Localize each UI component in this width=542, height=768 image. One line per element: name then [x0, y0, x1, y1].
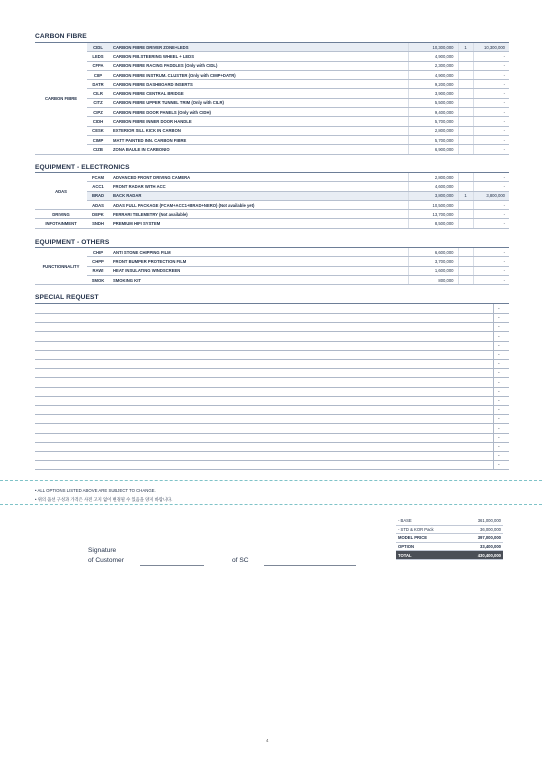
section-title-carbon-fibre: CARBON FIBRE: [35, 33, 87, 40]
option-description: SMOKING KIT: [109, 275, 408, 284]
special-request-line[interactable]: [35, 350, 509, 351]
option-price: 6,600,000: [408, 248, 458, 257]
option-total: -: [473, 98, 509, 107]
option-total: -: [473, 200, 509, 209]
option-price: 9,400,000: [408, 108, 458, 117]
option-code: CIPZ: [87, 108, 109, 117]
special-request-line[interactable]: [35, 377, 509, 378]
option-total: -: [473, 126, 509, 135]
option-quantity[interactable]: [458, 117, 473, 126]
option-description: CARBON FIBRE DASHBOARD INSERTS: [109, 80, 408, 89]
option-code: CITZ: [87, 98, 109, 107]
special-request-total: -: [498, 398, 500, 404]
option-quantity[interactable]: [458, 266, 473, 275]
summary-label: OPTION: [396, 542, 454, 551]
option-quantity[interactable]: [458, 248, 473, 257]
group-label: DRIVING: [35, 210, 87, 219]
option-quantity[interactable]: [458, 275, 473, 284]
special-request-total: -: [498, 333, 500, 340]
summary-row: [396, 517, 503, 525]
special-request-total: -: [498, 361, 500, 368]
option-price: 6,900,000: [408, 145, 458, 154]
special-request-total: -: [498, 315, 500, 322]
option-row: [35, 108, 509, 117]
special-request-total: -: [498, 407, 500, 414]
option-description: HEAT INSULATING WINDSCREEN: [109, 266, 408, 275]
option-total: -: [473, 135, 509, 144]
summary-row: [396, 525, 503, 534]
option-quantity[interactable]: 1: [458, 43, 473, 52]
carbon-fibre-options-table: [35, 43, 509, 155]
option-total: -: [473, 80, 509, 89]
option-code: SMOK: [87, 275, 109, 284]
option-description: ADVANCED FRONT DRIVING CAMERA: [109, 173, 408, 182]
special-request-line[interactable]: [35, 423, 509, 424]
option-row: [35, 89, 509, 98]
summary-row: [396, 551, 503, 560]
customer-signature-line[interactable]: [140, 565, 204, 566]
special-request-line[interactable]: [35, 442, 509, 443]
note-options-subject-to-change: • ALL OPTIONS LISTED ABOVE ARE SUBJECT TO CHANGE.: [35, 488, 156, 493]
special-request-line[interactable]: [35, 359, 509, 360]
option-total: -: [473, 257, 509, 266]
group-label: CARBON FIBRE: [35, 43, 87, 154]
option-row: [35, 173, 509, 182]
option-total: -: [473, 275, 509, 284]
special-request-total: -: [498, 444, 500, 450]
option-price: 4,600,000: [408, 182, 458, 191]
option-price: 5,700,000: [408, 117, 458, 126]
option-quantity[interactable]: [458, 210, 473, 219]
option-total: -: [473, 108, 509, 117]
option-description: CARBON FIBRE UPPER TUNNEL TRIM (Only with CILR): [109, 98, 408, 107]
option-row: [35, 248, 509, 257]
sc-signature-line[interactable]: [264, 565, 356, 566]
special-request-total: -: [498, 416, 500, 423]
option-total: -: [473, 117, 509, 126]
summary-value: 36,000,000: [454, 525, 503, 534]
option-row: [35, 145, 509, 154]
group-label: INFOTAINMENT: [35, 219, 87, 228]
option-code: ACC1: [87, 182, 109, 191]
option-code: DATR: [87, 80, 109, 89]
option-description: FRONT BUMPER PROTECTION FILM: [109, 257, 408, 266]
option-description: EXTERIOR SILL KICK IN CARBON: [109, 126, 408, 135]
special-request-total: -: [498, 453, 500, 460]
special-request-line[interactable]: [35, 368, 509, 369]
special-request-line[interactable]: [35, 405, 509, 406]
option-quantity[interactable]: [458, 89, 473, 98]
summary-label: - BASE: [396, 517, 454, 525]
option-description: BACK RADAR: [109, 191, 408, 200]
special-request-column-divider: [493, 304, 494, 470]
teal-divider: [0, 480, 542, 481]
summary-row: [396, 542, 503, 551]
special-request-line[interactable]: [35, 451, 509, 452]
price-summary-table: [396, 517, 503, 560]
special-request-line[interactable]: [35, 469, 509, 470]
summary-label: TOTAL: [396, 551, 454, 560]
option-quantity[interactable]: [458, 61, 473, 70]
option-price: 5,500,000: [408, 98, 458, 107]
option-price: 10,500,000: [408, 200, 458, 209]
option-description: FERRARI TELEMETRY (Not available): [109, 210, 408, 219]
page-number: 4: [266, 738, 269, 743]
summary-label: MODEL PRICE: [396, 534, 454, 543]
option-price: 4,900,000: [408, 70, 458, 79]
special-request-line[interactable]: [35, 341, 509, 342]
option-row: [35, 182, 509, 191]
option-price: 10,300,000: [408, 43, 458, 52]
option-code: FCAM: [87, 173, 109, 182]
option-description: FRONT RADAR WITH ACC: [109, 182, 408, 191]
option-code: DEPK: [87, 210, 109, 219]
option-description: ANTI STONE CHIPPING FILM: [109, 248, 408, 257]
special-request-line[interactable]: [35, 322, 509, 323]
option-quantity[interactable]: [458, 257, 473, 266]
option-row: [35, 219, 509, 228]
option-total: 3,800,000: [473, 191, 509, 200]
option-quantity[interactable]: [458, 98, 473, 107]
option-quantity[interactable]: [458, 80, 473, 89]
special-request-line[interactable]: [35, 313, 509, 314]
option-total: -: [473, 173, 509, 182]
option-quantity[interactable]: [458, 126, 473, 135]
option-price: 800,000: [408, 275, 458, 284]
option-price: 13,700,000: [408, 210, 458, 219]
signature-label: Signature: [88, 547, 117, 554]
group-label: FUNCTIONNALITY: [35, 248, 87, 285]
option-total: -: [473, 61, 509, 70]
others-options-table: [35, 248, 509, 285]
option-code: CESK: [87, 126, 109, 135]
option-quantity[interactable]: [458, 52, 473, 61]
option-row: [35, 210, 509, 219]
option-quantity[interactable]: [458, 219, 473, 228]
option-price: 1,600,000: [408, 266, 458, 275]
option-total: -: [473, 219, 509, 228]
option-code: CHPP: [87, 257, 109, 266]
option-price: 3,800,000: [408, 191, 458, 200]
option-description: ZONA BAULE IN CARBONIO: [109, 145, 408, 154]
option-price: 3,900,000: [408, 89, 458, 98]
option-row: [35, 80, 509, 89]
electronics-options-table: [35, 173, 509, 229]
option-price: 2,800,000: [408, 126, 458, 135]
option-row: [35, 52, 509, 61]
customer-label: of Customer: [88, 557, 124, 564]
option-row: [35, 275, 509, 284]
option-code: ADAS: [87, 200, 109, 209]
special-request-line[interactable]: [35, 460, 509, 461]
section-title-others: EQUIPMENT - OTHERS: [35, 239, 110, 246]
option-quantity[interactable]: [458, 145, 473, 154]
summary-label: - STD & KOR Pack: [396, 525, 454, 534]
special-request-total: -: [498, 342, 500, 349]
sc-label: of SC: [232, 557, 249, 564]
option-total: 10,300,000: [473, 43, 509, 52]
option-quantity[interactable]: 1: [458, 191, 473, 200]
option-description: CARBON FIBRE INSTRUM. CLUSTER (Only with CIMP+DATR): [109, 70, 408, 79]
option-code: CIMP: [87, 135, 109, 144]
option-description: CARBON FIBRE CENTRAL BRIDGE: [109, 89, 408, 98]
option-row: [35, 257, 509, 266]
note-korean: • 위의 옵션 구성과 가격은 사전 고지 없이 변경될 수 있음을 양지 바랍니다.: [35, 497, 173, 502]
option-description: CARBON FIBRE DOOR PANELS (Only with CIDH): [109, 108, 408, 117]
summary-value: 430,400,000: [454, 551, 503, 560]
teal-divider: [0, 504, 542, 505]
option-description: CARBON FIB.STEERING WHEEL + LEDS: [109, 52, 408, 61]
special-request-line[interactable]: [35, 396, 509, 397]
option-description: CARBON FIBRE INNER DOOR HANDLE: [109, 117, 408, 126]
special-request-total: -: [498, 434, 500, 441]
option-row: [35, 43, 509, 52]
option-total: -: [473, 52, 509, 61]
special-request-line[interactable]: [35, 331, 509, 332]
option-quantity[interactable]: [458, 135, 473, 144]
option-code: CIZB: [87, 145, 109, 154]
summary-value: 33,400,000: [454, 542, 503, 551]
option-code: CIDL: [87, 43, 109, 52]
option-price: 8,500,000: [408, 219, 458, 228]
option-code: CILR: [87, 89, 109, 98]
option-price: 9,200,000: [408, 80, 458, 89]
option-price: 2,300,000: [408, 61, 458, 70]
option-price: 4,900,000: [408, 52, 458, 61]
option-quantity[interactable]: [458, 200, 473, 209]
special-request-line[interactable]: [35, 414, 509, 415]
group-label: ADAS: [35, 173, 87, 210]
option-code: RAWI: [87, 266, 109, 275]
option-total: -: [473, 248, 509, 257]
special-request-total: -: [498, 324, 500, 331]
option-code: CHIP: [87, 248, 109, 257]
section-title-electronics: EQUIPMENT - ELECTRONICS: [35, 164, 130, 171]
option-code: CFPA: [87, 61, 109, 70]
option-total: -: [473, 145, 509, 154]
option-row: [35, 70, 509, 79]
option-code: CIIP: [87, 70, 109, 79]
option-row: [35, 117, 509, 126]
special-request-total: -: [498, 306, 500, 312]
option-price: 5,700,000: [408, 135, 458, 144]
special-request-total: -: [498, 352, 500, 358]
option-row: [35, 191, 509, 200]
special-request-total: -: [498, 370, 500, 377]
special-request-total: -: [498, 388, 500, 395]
option-quantity[interactable]: [458, 70, 473, 79]
option-code: BRAD: [87, 191, 109, 200]
option-total: -: [473, 70, 509, 79]
summary-value: 397,000,000: [454, 534, 503, 543]
special-request-line[interactable]: [35, 433, 509, 434]
special-request-total: -: [498, 379, 500, 386]
option-row: [35, 200, 509, 209]
option-quantity[interactable]: [458, 173, 473, 182]
option-row: [35, 61, 509, 70]
option-price: 2,800,000: [408, 173, 458, 182]
section-title-special-request: SPECIAL REQUEST: [35, 294, 99, 301]
option-description: CARBON FIBRE RACING PADDLES (Only with CIDL): [109, 61, 408, 70]
option-description: PREMIUM HIFI SYSTEM: [109, 219, 408, 228]
section-divider: [35, 303, 509, 304]
special-request-total: -: [498, 462, 500, 469]
option-total: -: [473, 182, 509, 191]
option-row: [35, 135, 509, 144]
option-description: ADAS FULL PACKAGE (FCAM+ACC1+BRAD+NERO) (Not available yet): [109, 200, 408, 209]
option-description: MATT PAINTED INN. CARBON FIBRE: [109, 135, 408, 144]
option-quantity[interactable]: [458, 108, 473, 117]
special-request-total: -: [498, 425, 500, 432]
option-code: LEDS: [87, 52, 109, 61]
option-total: -: [473, 89, 509, 98]
option-price: 3,700,000: [408, 257, 458, 266]
special-request-line[interactable]: [35, 387, 509, 388]
option-description: CARBON FIBRE DRIVER ZONE+LEDS: [109, 43, 408, 52]
option-code: CIDH: [87, 117, 109, 126]
option-row: [35, 126, 509, 135]
option-total: -: [473, 210, 509, 219]
summary-row: [396, 534, 503, 543]
option-total: -: [473, 266, 509, 275]
option-code: SNDH: [87, 219, 109, 228]
option-row: [35, 266, 509, 275]
summary-value: 361,000,000: [454, 517, 503, 525]
option-row: [35, 98, 509, 107]
option-quantity[interactable]: [458, 182, 473, 191]
